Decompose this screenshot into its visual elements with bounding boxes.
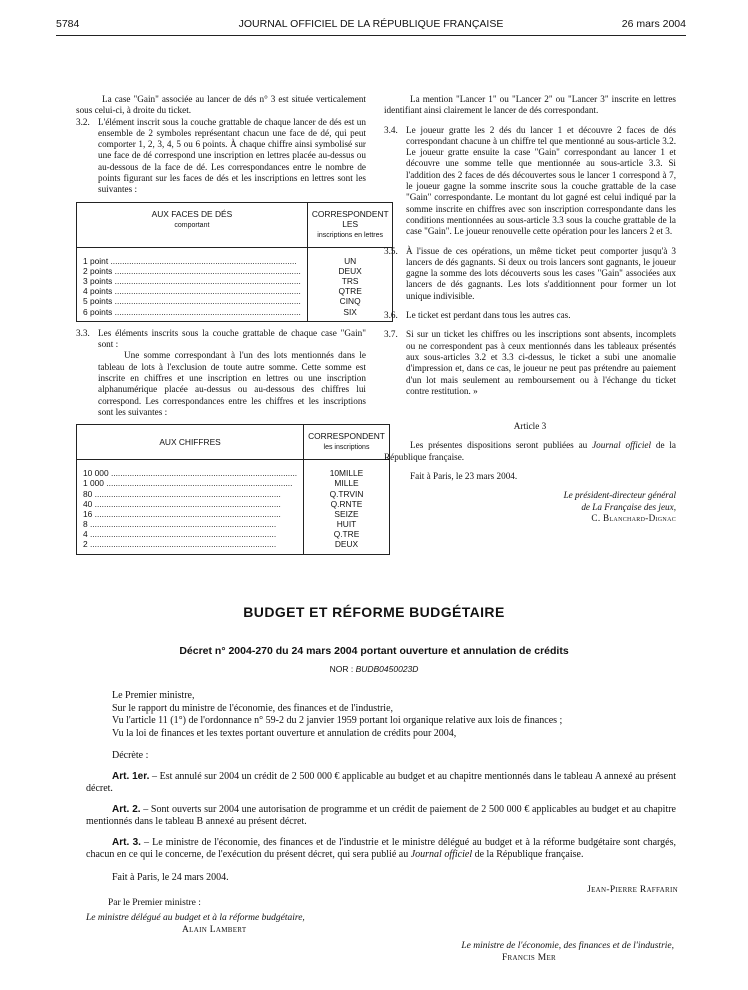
header-rule — [56, 35, 686, 36]
paragraph: Vu l'article 11 (1°) de l'ordonnance n° 59-2 du 2 janvier 1959 portant loi organique relative aux lois de finances ; — [112, 715, 563, 726]
article-number: 3.3. — [76, 327, 90, 338]
paragraph: Le joueur gratte les 2 dés du lancer 1 et découvre 2 faces de dés correspondant chacune à un chiffre tel que mentionné au sous-article 3.2. Le joueur gratte ensuite la case "Gain" correspondant au lancer 1 et découvre une somme telle que mentionnée au sous-article 3.3. Si l'addition des 2 faces de dés découvertes sous le lancer 1 correspond à 7, le joueur gagne la somme inscrite sous la couche grattable de la case "Gain" correspondante. Le montant du lot gagné est celui indiqué par la somme inscrite en chiffres avec son inscription correspondante dans les conditions mentionnées au sous-article 3.3 sous la couche grattable de la case "Gain". Le joueur renouvelle cette opération pour les lancers 2 et 3. — [406, 124, 676, 237]
row-label: 3 points — [83, 276, 113, 287]
sub-article-3-2 — [76, 117, 366, 196]
table-row: HUIT — [336, 519, 357, 530]
table-header-cell — [77, 202, 308, 247]
paragraph: Le Premier ministre, — [112, 690, 195, 701]
table-row: SIX — [343, 306, 357, 317]
article-number: 3.4. — [384, 124, 398, 135]
page-number: 5784 — [56, 18, 80, 30]
column-header: AUX FACES DE DÉS — [151, 208, 233, 219]
table-row: 2 ................................................................................ — [83, 539, 277, 550]
page-header — [56, 18, 686, 34]
table-row: 40 ................................................................................ — [83, 498, 281, 509]
minister-economy-name: Francis Mer — [501, 953, 556, 963]
table-row: 4 ................................................................................ — [83, 529, 277, 540]
table-row: 3 points ................................................................................ — [83, 276, 301, 287]
table-header-cell — [77, 425, 304, 460]
table-row: 16 ................................................................................ — [83, 508, 281, 519]
article-number: 3.5. — [384, 245, 398, 256]
table-header-cell — [304, 425, 390, 460]
table-row: 10MILLE — [329, 468, 364, 479]
table-row: Q.TRE — [333, 529, 360, 540]
paragraph: À l'issue de ces opérations, un même ticket peut comporter jusqu'à 3 lancers de dés gagnants. Si deux ou trois lancers sont gagnants, le joueur gagne la somme des lots découverts sous les cases "Gain" associées aux lancers de dés gagnants. Les lots s'additionnent pour former un lot unique indivisible. — [406, 245, 676, 301]
prime-minister-name: Jean-Pierre Raffarin — [587, 885, 678, 895]
table-row: 6 points ................................................................................ — [83, 306, 301, 317]
sub-article-3-5 — [384, 246, 676, 302]
column-subheader: les inscriptions — [323, 444, 370, 452]
column-header: CORRESPONDENT LES — [311, 208, 389, 229]
left-column — [76, 94, 389, 561]
minister-budget-name: Alain Lambert — [182, 925, 247, 935]
table-row: 10 000 ................................................................................ — [83, 468, 298, 479]
table-cell-left — [77, 247, 308, 321]
article-heading: Article 3 — [513, 421, 547, 432]
paragraph: Les présentes dispositions seront publiées au Journal officiel de la République française. — [384, 440, 676, 462]
table-row: TRS — [341, 276, 359, 287]
column-header: CORRESPONDENT — [308, 431, 385, 442]
row-label: 1 000 — [83, 478, 104, 489]
row-label: 10 000 — [83, 468, 109, 479]
table-row: Q.TRVIN — [329, 488, 364, 499]
row-label: 16 — [83, 508, 93, 519]
table-row: 5 points ................................................................................ — [83, 296, 301, 307]
figures-table — [76, 424, 390, 555]
sub-article-3-7 — [384, 329, 676, 397]
by-prime-minister: Par le Premier ministre : — [108, 898, 201, 908]
column-subheader: inscriptions en lettres — [317, 231, 384, 239]
table-row: 2 points ................................................................................ — [83, 265, 301, 276]
row-label: 8 — [83, 519, 88, 530]
section-title: BUDGET ET RÉFORME BUDGÉTAIRE — [243, 604, 505, 620]
row-label: 2 — [83, 539, 88, 550]
decree-article-3: Art. 3. – Le ministre de l'économie, des finances et de l'industrie et le ministre délégué au budget et à la réforme budgétaire sont chargés, chacun en ce qui le concerne, de l'exécution du présent décret, qui sera publié au Journal officiel de la République française. — [86, 836, 677, 860]
decree-title: Décret n° 2004-270 du 24 mars 2004 portant ouverture et annulation de crédits — [179, 645, 569, 657]
paragraph: Une somme correspondant à l'un des lots mentionnés dans le tableau de lots à l'exclusion de toute autre somme. Cette somme est inscrite en chiffres et une inscription en lettres ou une inscription alphanumérique placée au-dessus ou au-dessous des chiffres lui correspond. Les correspondances entre les chiffres et les inscriptions sont les suivantes : — [98, 350, 366, 417]
journal-title: JOURNAL OFFICIEL DE LA RÉPUBLIQUE FRANÇAISE — [238, 18, 504, 30]
column-header: AUX CHIFFRES — [159, 437, 221, 448]
row-label: 5 points — [83, 296, 113, 307]
row-label: 1 point — [83, 255, 109, 266]
table-row: 1 000 ................................................................................ — [83, 478, 293, 489]
right-column — [384, 94, 676, 524]
table-row: UN — [344, 255, 357, 266]
sub-article-3-4 — [384, 125, 676, 238]
table-row: SEIZE — [334, 508, 359, 519]
minister-economy-title: Le ministre de l'économie, des finances et de l'industrie, — [461, 941, 674, 951]
sub-article-3-3 — [76, 328, 366, 418]
signature-place-date: Fait à Paris, le 24 mars 2004. — [112, 871, 229, 883]
table-row: CINQ — [339, 296, 361, 307]
paragraph: Le ticket est perdant dans tous les autres cas. — [406, 310, 571, 321]
table-row: QTRE — [338, 286, 362, 297]
paragraph: Les éléments inscrits sous la couche grattable de chaque case "Gain" sont : — [98, 327, 366, 350]
table-row: DEUX — [334, 539, 359, 550]
column-subheader: comportant — [174, 221, 210, 229]
row-label: 6 points — [83, 306, 113, 317]
paragraph: La case "Gain" associée au lancer de dés n° 3 est située verticalement sous celui-ci, à droite du ticket. — [76, 94, 366, 116]
row-label: 40 — [83, 498, 93, 509]
paragraph: Vu la loi de finances et les textes portant ouverture et annulation de crédits pour 2004, — [112, 727, 457, 739]
table-body-row — [77, 247, 393, 321]
signature-place-date: Fait à Paris, le 23 mars 2004. — [410, 471, 518, 482]
decree-body — [86, 690, 676, 884]
signatory-name: C. Blanchard-Dignac — [591, 512, 676, 523]
decrete-label: Décrète : — [112, 750, 149, 761]
decree-article-1: Art. 1er. – Est annulé sur 2004 un crédit de 2 500 000 € applicable au budget et au chapitre mentionnés dans le tableau A annexé au présent décret. — [86, 770, 676, 794]
article-number: 3.6. — [384, 310, 398, 321]
article-number: 3.2. — [76, 116, 90, 127]
paragraph: L'élément inscrit sous la couche grattable de chaque lancer de dés est un ensemble de 2 symboles représentant chacun une face de dé, qui peut comporter 1, 2, 3, 4, 5 ou 6 points. À chaque chiffre ainsi symbolisé sur une face de dé correspond une inscription en lettres placée au-dessus ou au-dessous de la face de dé. Les correspondances entre le nombre de points figurant sur les faces de dés et les inscriptions en lettres sont les suivantes : — [98, 116, 366, 195]
row-label: 2 points — [83, 265, 113, 276]
table-body-row — [77, 460, 390, 555]
table-row: 8 ................................................................................ — [83, 519, 277, 530]
table-header-row — [77, 202, 393, 247]
nor-reference: NOR : BUDB0450023D — [329, 664, 419, 674]
table-cell-left — [77, 460, 304, 555]
table-row: 4 points ................................................................................ — [83, 286, 301, 297]
minister-budget-title: Le ministre délégué au budget et à la réforme budgétaire, — [86, 913, 305, 923]
table-row: DEUX — [338, 265, 362, 276]
table-cell-right — [307, 247, 393, 321]
table-header-row — [77, 425, 390, 460]
nor-code: BUDB0450023D — [355, 664, 419, 674]
article-number: 3.7. — [384, 329, 398, 340]
row-label: 80 — [83, 488, 93, 499]
decree-article-2: Art. 2. – Sont ouverts sur 2004 une autorisation de programme et un crédit de paiement de 2 500 000 € applicables au budget et au chapitre mentionnés dans le tableau B annexé au présent décret. — [86, 803, 676, 827]
table-row: 1 point ................................................................................ — [83, 255, 297, 266]
table-cell-right — [304, 460, 390, 555]
paragraph: Si sur un ticket les chiffres ou les inscriptions sont absents, incomplets ou ne correspondent pas à ceux mentionnés dans les tableaux présentés aux sous-articles 3.2 et 3.3 ci-dessus, le ticket a subi une anomalie d'impression et, dans ce cas, le joueur ne peut pas prétendre au paiement d'un lot mais seulement au remboursement ou à l'échange du ticket contre restitution. » — [406, 329, 676, 396]
paragraph: La mention "Lancer 1" ou "Lancer 2" ou "Lancer 3" inscrite en lettres identifiant ainsi clairement le lancer de dés correspondant. — [384, 94, 676, 116]
issue-date: 26 mars 2004 — [621, 18, 686, 30]
table-row: Q.RNTE — [330, 498, 363, 509]
paragraph: Sur le rapport du ministre de l'économie, des finances et de l'industrie, — [112, 702, 394, 714]
signatory-title: Le président-directeur général — [563, 490, 676, 501]
table-header-cell — [307, 202, 393, 247]
table-row: 80 ................................................................................ — [83, 488, 281, 499]
sub-article-3-6 — [384, 310, 676, 321]
row-label: 4 — [83, 529, 88, 540]
table-row: MILLE — [334, 478, 359, 489]
dice-table — [76, 202, 393, 322]
signatory-title: de La Française des jeux, — [581, 501, 676, 512]
row-label: 4 points — [83, 286, 113, 297]
